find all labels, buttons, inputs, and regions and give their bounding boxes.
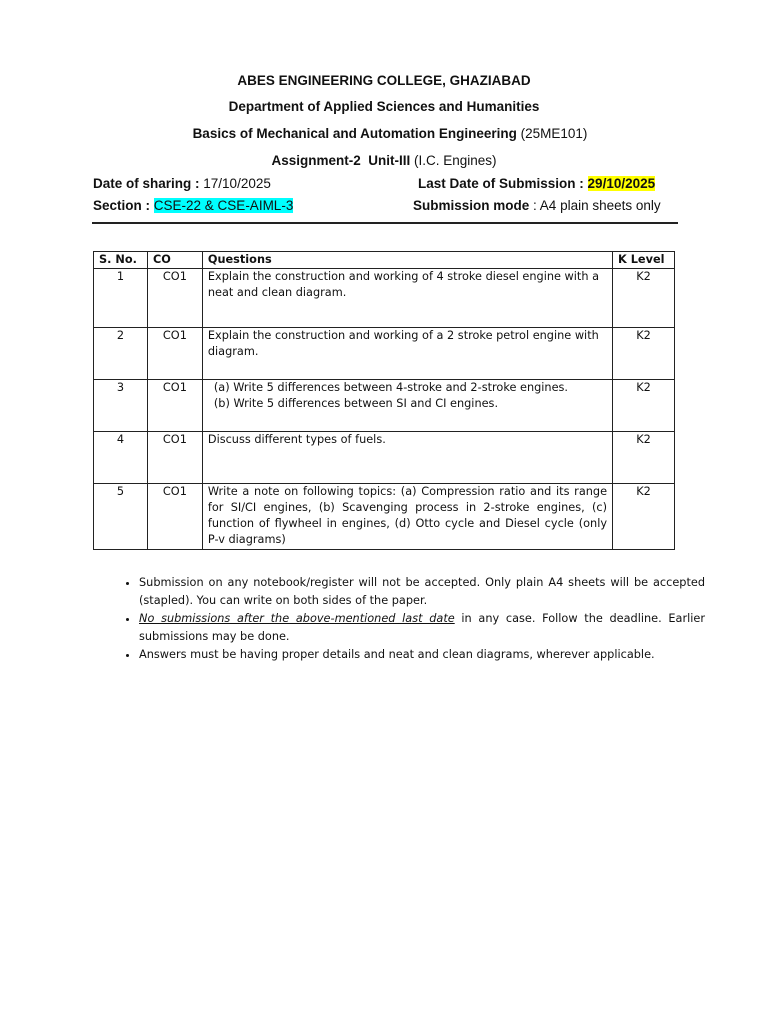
unit-number: Unit-III bbox=[368, 153, 411, 168]
submission-mode bbox=[413, 198, 661, 213]
last-date-of-submission bbox=[418, 176, 655, 191]
row-subquestion-a: (a) Write 5 differences between 4-stroke and 2-stroke engines. bbox=[213, 381, 569, 394]
section bbox=[93, 198, 293, 213]
table-header-row bbox=[94, 252, 675, 269]
row-co: CO1 bbox=[147, 269, 202, 328]
instruction-item: • Submission on any notebook/register will not be accepted. Only plain A4 sheets will be accepted (stapled). You can write on both sides of the paper. bbox=[139, 574, 705, 610]
unit-topic: (I.C. Engines) bbox=[414, 153, 497, 168]
row-sno: 3 bbox=[94, 380, 148, 432]
table-row bbox=[94, 484, 675, 550]
section-value: CSE-22 & CSE-AIML-3 bbox=[153, 198, 294, 213]
assignment-title bbox=[0, 153, 768, 168]
header-k-level: K Level bbox=[613, 252, 675, 269]
header-questions: Questions bbox=[202, 252, 612, 269]
row-co: CO1 bbox=[147, 380, 202, 432]
date-of-sharing bbox=[93, 176, 271, 191]
table-row bbox=[94, 269, 675, 328]
row-question: Write a note on following topics: (a) Compression ratio and its range for SI/CI engines, (b) Scavenging process in 2-stroke engines, (c) function of flywheel in engines, (d) Otto cycle and Diesel cycle (only P-v diagrams) bbox=[202, 484, 612, 550]
last-date-label: Last Date of Submission : bbox=[418, 176, 584, 191]
table-row bbox=[94, 328, 675, 380]
row-subquestion-b: (b) Write 5 differences between SI and CI engines. bbox=[213, 397, 499, 410]
mode-label: Submission mode bbox=[413, 198, 530, 213]
section-label: Section : bbox=[93, 198, 151, 213]
row-k-level: K2 bbox=[613, 484, 675, 550]
row-sno: 4 bbox=[94, 432, 148, 484]
row-co: CO1 bbox=[147, 484, 202, 550]
row-sno: 1 bbox=[94, 269, 148, 328]
questions-table bbox=[93, 251, 675, 550]
table-row bbox=[94, 380, 675, 432]
instruction-item bbox=[139, 610, 705, 646]
header-sno: S. No. bbox=[94, 252, 148, 269]
date-sharing-label: Date of sharing : bbox=[93, 176, 200, 191]
instruction-item: • Answers must be having proper details and neat and clean diagrams, wherever applicable. bbox=[139, 646, 705, 664]
mode-value: : A4 plain sheets only bbox=[533, 198, 661, 213]
deadline-emphasis: No submissions after the above-mentioned last date bbox=[139, 612, 455, 625]
row-sno: 5 bbox=[94, 484, 148, 550]
row-k-level: K2 bbox=[613, 328, 675, 380]
row-question: Explain the construction and working of 4 stroke diesel engine with a neat and clean diagram. bbox=[202, 269, 612, 328]
row-k-level: K2 bbox=[613, 380, 675, 432]
row-sno: 2 bbox=[94, 328, 148, 380]
last-date-value: 29/10/2025 bbox=[587, 176, 656, 191]
department-name: Department of Applied Sciences and Humanities bbox=[228, 99, 540, 114]
date-sharing-value: 17/10/2025 bbox=[203, 176, 271, 191]
row-k-level: K2 bbox=[613, 432, 675, 484]
header-divider bbox=[92, 222, 678, 224]
course-code: (25ME101) bbox=[520, 126, 588, 141]
row-question bbox=[202, 380, 612, 432]
college-name: ABES ENGINEERING COLLEGE, GHAZIABAD bbox=[237, 73, 531, 88]
row-co: CO1 bbox=[147, 432, 202, 484]
assignment-number: Assignment-2 bbox=[271, 153, 361, 168]
row-question: Explain the construction and working of a 2 stroke petrol engine with diagram. bbox=[202, 328, 612, 380]
row-co: CO1 bbox=[147, 328, 202, 380]
course-name: Basics of Mechanical and Automation Engineering bbox=[192, 126, 517, 141]
table-row bbox=[94, 432, 675, 484]
deadline-rest: in any case. Follow the deadline. Earlier submissions may be done. bbox=[139, 612, 705, 643]
header-co: CO bbox=[147, 252, 202, 269]
instructions-list bbox=[110, 574, 705, 664]
course-title bbox=[0, 126, 768, 141]
row-k-level: K2 bbox=[613, 269, 675, 328]
row-question: Discuss different types of fuels. bbox=[202, 432, 612, 484]
